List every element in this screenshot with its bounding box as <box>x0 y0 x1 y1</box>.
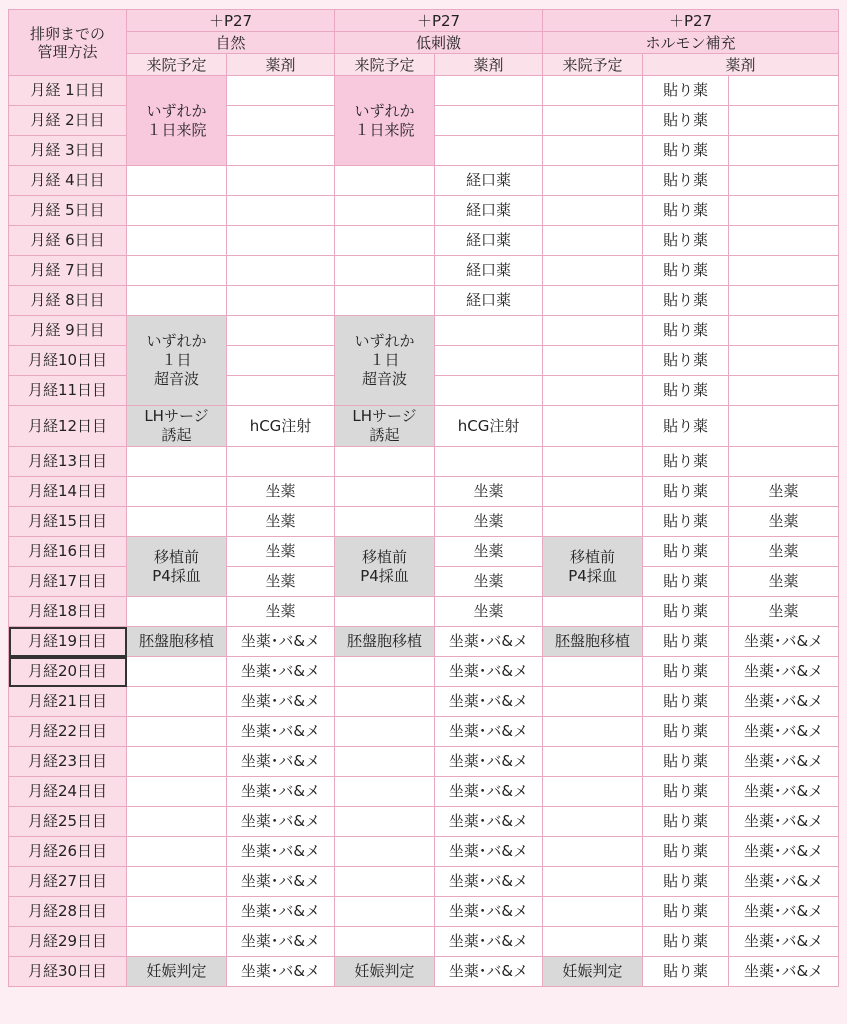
natural-visit-cell <box>127 747 227 777</box>
hormone-drug-combo: 坐薬･バ&メ <box>729 777 839 807</box>
mild-drug-oral: 経口薬 <box>435 166 543 196</box>
day-label: 月経14日目 <box>9 477 127 507</box>
hormone-drug-combo: 坐薬･バ&メ <box>729 657 839 687</box>
day-label: 月経16日目 <box>9 537 127 567</box>
hormone-visit-p4-blood: 移植前 P4採血 <box>543 537 643 597</box>
day-label: 月経11日目 <box>9 376 127 406</box>
mild-visit-cell <box>335 927 435 957</box>
natural-visit-cell <box>127 807 227 837</box>
mild-visit-cell <box>335 897 435 927</box>
hormone-patch-cell: 貼り薬 <box>643 747 729 777</box>
hormone-visit-cell <box>543 166 643 196</box>
natural-drug-combo: 坐薬･バ&メ <box>227 927 335 957</box>
mild-drug-oral: 経口薬 <box>435 256 543 286</box>
hormone-visit-cell <box>543 286 643 316</box>
natural-visit-cell <box>127 867 227 897</box>
hormone-visit-cell <box>543 687 643 717</box>
hormone-patch-cell: 貼り薬 <box>643 657 729 687</box>
mild-visit-any-day: いずれか １日来院 <box>335 76 435 166</box>
mild-drug-oral: 経口薬 <box>435 286 543 316</box>
day-label: 月経17日目 <box>9 567 127 597</box>
header-plus-p27-hormone: ＋P27 <box>543 10 839 32</box>
natural-drug-combo: 坐薬･バ&メ <box>227 897 335 927</box>
mild-drug-combo: 坐薬･バ&メ <box>435 807 543 837</box>
hormone-drug2-cell <box>729 76 839 106</box>
header-drug-mild: 薬剤 <box>435 54 543 76</box>
hormone-visit-cell <box>543 376 643 406</box>
natural-visit-pregnancy-test: 妊娠判定 <box>127 957 227 987</box>
natural-visit-cell <box>127 597 227 627</box>
day-label: 月経 2日目 <box>9 106 127 136</box>
hormone-patch-cell: 貼り薬 <box>643 286 729 316</box>
mild-visit-cell <box>335 657 435 687</box>
hormone-drug2-cell <box>729 406 839 447</box>
natural-drug-cell <box>227 376 335 406</box>
hormone-patch-cell: 貼り薬 <box>643 406 729 447</box>
hormone-drug-suppository: 坐薬 <box>729 567 839 597</box>
hormone-visit-cell <box>543 106 643 136</box>
mild-visit-cell <box>335 747 435 777</box>
hormone-visit-cell <box>543 346 643 376</box>
hormone-visit-cell <box>543 747 643 777</box>
mild-drug-hcg: hCG注射 <box>435 406 543 447</box>
mild-visit-cell <box>335 507 435 537</box>
natural-drug-cell <box>227 286 335 316</box>
hormone-visit-pregnancy-test: 妊娠判定 <box>543 957 643 987</box>
natural-visit-cell <box>127 897 227 927</box>
day-label: 月経15日目 <box>9 507 127 537</box>
natural-visit-p4-blood: 移植前 P4採血 <box>127 537 227 597</box>
header-visit-natural: 来院予定 <box>127 54 227 76</box>
mild-visit-cell <box>335 286 435 316</box>
natural-drug-cell <box>227 76 335 106</box>
mild-visit-cell <box>335 837 435 867</box>
hormone-visit-cell <box>543 897 643 927</box>
natural-drug-cell <box>227 106 335 136</box>
hormone-drug2-cell <box>729 447 839 477</box>
hormone-visit-cell <box>543 807 643 837</box>
day-label: 月経26日目 <box>9 837 127 867</box>
natural-visit-cell <box>127 166 227 196</box>
hormone-patch-cell: 貼り薬 <box>643 346 729 376</box>
hormone-visit-cell <box>543 196 643 226</box>
day-label: 月経 1日目 <box>9 76 127 106</box>
mild-drug-cell <box>435 136 543 166</box>
mild-drug-oral: 経口薬 <box>435 196 543 226</box>
hormone-drug-combo: 坐薬･バ&メ <box>729 627 839 657</box>
hormone-visit-cell <box>543 777 643 807</box>
day-label: 月経23日目 <box>9 747 127 777</box>
hormone-patch-cell: 貼り薬 <box>643 537 729 567</box>
hormone-visit-cell <box>543 136 643 166</box>
header-group-mild: 低刺激 <box>335 32 543 54</box>
hormone-drug-combo: 坐薬･バ&メ <box>729 837 839 867</box>
mild-drug-cell <box>435 447 543 477</box>
mild-visit-cell <box>335 807 435 837</box>
hormone-patch-cell: 貼り薬 <box>643 567 729 597</box>
hormone-drug-suppository: 坐薬 <box>729 477 839 507</box>
mild-drug-cell <box>435 316 543 346</box>
hormone-patch-cell: 貼り薬 <box>643 897 729 927</box>
mild-drug-combo: 坐薬･バ&メ <box>435 627 543 657</box>
hormone-patch-cell: 貼り薬 <box>643 447 729 477</box>
mild-drug-suppository: 坐薬 <box>435 597 543 627</box>
natural-drug-combo: 坐薬･バ&メ <box>227 777 335 807</box>
natural-visit-cell <box>127 777 227 807</box>
natural-drug-suppository: 坐薬 <box>227 597 335 627</box>
hormone-visit-cell <box>543 316 643 346</box>
mild-visit-cell <box>335 166 435 196</box>
header-plus-p27-mild: ＋P27 <box>335 10 543 32</box>
natural-visit-cell <box>127 196 227 226</box>
header-drug-hormone: 薬剤 <box>643 54 839 76</box>
hormone-drug-combo: 坐薬･バ&メ <box>729 897 839 927</box>
hormone-drug-combo: 坐薬･バ&メ <box>729 687 839 717</box>
header-plus-p27-natural: ＋P27 <box>127 10 335 32</box>
mild-visit-cell <box>335 867 435 897</box>
hormone-drug2-cell <box>729 136 839 166</box>
day-label: 月経 7日目 <box>9 256 127 286</box>
mild-visit-cell <box>335 777 435 807</box>
hormone-drug2-cell <box>729 226 839 256</box>
natural-drug-cell <box>227 316 335 346</box>
hormone-patch-cell: 貼り薬 <box>643 256 729 286</box>
day-label: 月経 5日目 <box>9 196 127 226</box>
hormone-visit-cell <box>543 256 643 286</box>
day-label: 月経24日目 <box>9 777 127 807</box>
hormone-patch-cell: 貼り薬 <box>643 927 729 957</box>
day-label: 月経28日目 <box>9 897 127 927</box>
mild-visit-cell <box>335 226 435 256</box>
natural-visit-cell <box>127 927 227 957</box>
day-label: 月経13日目 <box>9 447 127 477</box>
hormone-patch-cell: 貼り薬 <box>643 717 729 747</box>
natural-drug-combo: 坐薬･バ&メ <box>227 657 335 687</box>
mild-drug-suppository: 坐薬 <box>435 507 543 537</box>
natural-drug-hcg: hCG注射 <box>227 406 335 447</box>
hormone-drug2-cell <box>729 196 839 226</box>
natural-visit-cell <box>127 226 227 256</box>
natural-visit-cell <box>127 717 227 747</box>
hormone-patch-cell: 貼り薬 <box>643 76 729 106</box>
natural-drug-cell <box>227 346 335 376</box>
hormone-patch-cell: 貼り薬 <box>643 627 729 657</box>
day-label: 月経27日目 <box>9 867 127 897</box>
natural-drug-suppository: 坐薬 <box>227 537 335 567</box>
mild-drug-combo: 坐薬･バ&メ <box>435 747 543 777</box>
mild-visit-lh-surge: LHサージ 誘起 <box>335 406 435 447</box>
header-visit-hormone: 来院予定 <box>543 54 643 76</box>
hormone-visit-cell <box>543 447 643 477</box>
hormone-drug2-cell <box>729 376 839 406</box>
hormone-visit-cell <box>543 76 643 106</box>
hormone-drug-combo: 坐薬･バ&メ <box>729 927 839 957</box>
mild-drug-cell <box>435 76 543 106</box>
hormone-drug-suppository: 坐薬 <box>729 597 839 627</box>
day-label-highlighted: 月経20日目 <box>9 657 127 687</box>
mild-visit-cell <box>335 717 435 747</box>
hormone-patch-cell: 貼り薬 <box>643 136 729 166</box>
hormone-drug-combo: 坐薬･バ&メ <box>729 747 839 777</box>
mild-visit-cell <box>335 687 435 717</box>
natural-drug-cell <box>227 226 335 256</box>
day-label: 月経25日目 <box>9 807 127 837</box>
mild-drug-combo: 坐薬･バ&メ <box>435 717 543 747</box>
natural-drug-suppository: 坐薬 <box>227 567 335 597</box>
day-label: 月経 3日目 <box>9 136 127 166</box>
mild-visit-cell <box>335 196 435 226</box>
hormone-patch-cell: 貼り薬 <box>643 597 729 627</box>
natural-visit-cell <box>127 657 227 687</box>
natural-drug-suppository: 坐薬 <box>227 477 335 507</box>
natural-visit-transfer: 胚盤胞移植 <box>127 627 227 657</box>
hormone-visit-cell <box>543 226 643 256</box>
mild-visit-cell <box>335 447 435 477</box>
natural-visit-lh-surge: LHサージ 誘起 <box>127 406 227 447</box>
hormone-visit-cell <box>543 507 643 537</box>
hormone-visit-transfer: 胚盤胞移植 <box>543 627 643 657</box>
hormone-patch-cell: 貼り薬 <box>643 507 729 537</box>
mild-visit-cell <box>335 256 435 286</box>
mild-visit-pregnancy-test: 妊娠判定 <box>335 957 435 987</box>
day-label: 月経 4日目 <box>9 166 127 196</box>
hormone-patch-cell: 貼り薬 <box>643 777 729 807</box>
hormone-visit-cell <box>543 657 643 687</box>
mild-drug-combo: 坐薬･バ&メ <box>435 957 543 987</box>
natural-drug-combo: 坐薬･バ&メ <box>227 867 335 897</box>
natural-drug-combo: 坐薬･バ&メ <box>227 717 335 747</box>
hormone-drug-combo: 坐薬･バ&メ <box>729 867 839 897</box>
mild-visit-cell <box>335 477 435 507</box>
hormone-patch-cell: 貼り薬 <box>643 807 729 837</box>
day-label: 月経22日目 <box>9 717 127 747</box>
day-label: 月経 8日目 <box>9 286 127 316</box>
natural-visit-ultrasound: いずれか １日 超音波 <box>127 316 227 406</box>
hormone-patch-cell: 貼り薬 <box>643 106 729 136</box>
mild-drug-combo: 坐薬･バ&メ <box>435 657 543 687</box>
day-label: 月経30日目 <box>9 957 127 987</box>
hormone-drug-suppository: 坐薬 <box>729 507 839 537</box>
day-label: 月経21日目 <box>9 687 127 717</box>
hormone-patch-cell: 貼り薬 <box>643 837 729 867</box>
mild-visit-p4-blood: 移植前 P4採血 <box>335 537 435 597</box>
mild-drug-cell <box>435 346 543 376</box>
hormone-visit-cell <box>543 867 643 897</box>
header-group-natural: 自然 <box>127 32 335 54</box>
mild-drug-combo: 坐薬･バ&メ <box>435 777 543 807</box>
natural-drug-combo: 坐薬･バ&メ <box>227 807 335 837</box>
hormone-visit-cell <box>543 927 643 957</box>
header-group-hormone: ホルモン補充 <box>543 32 839 54</box>
header-visit-mild: 来院予定 <box>335 54 435 76</box>
natural-visit-cell <box>127 837 227 867</box>
hormone-visit-cell <box>543 837 643 867</box>
natural-visit-cell <box>127 687 227 717</box>
natural-visit-cell <box>127 507 227 537</box>
mild-visit-transfer: 胚盤胞移植 <box>335 627 435 657</box>
day-label: 月経 6日目 <box>9 226 127 256</box>
header-corner: 排卵までの 管理方法 <box>9 10 127 76</box>
hormone-patch-cell: 貼り薬 <box>643 867 729 897</box>
hormone-visit-cell <box>543 406 643 447</box>
natural-drug-cell <box>227 196 335 226</box>
hormone-visit-cell <box>543 717 643 747</box>
ovulation-management-schedule-table <box>8 9 839 987</box>
day-label-highlighted: 月経19日目 <box>9 627 127 657</box>
natural-drug-cell <box>227 256 335 286</box>
natural-drug-cell <box>227 447 335 477</box>
hormone-drug-combo: 坐薬･バ&メ <box>729 717 839 747</box>
hormone-drug2-cell <box>729 106 839 136</box>
hormone-drug-suppository: 坐薬 <box>729 537 839 567</box>
day-label: 月経29日目 <box>9 927 127 957</box>
hormone-patch-cell: 貼り薬 <box>643 957 729 987</box>
mild-drug-suppository: 坐薬 <box>435 537 543 567</box>
mild-drug-oral: 経口薬 <box>435 226 543 256</box>
hormone-patch-cell: 貼り薬 <box>643 196 729 226</box>
natural-drug-combo: 坐薬･バ&メ <box>227 837 335 867</box>
hormone-drug2-cell <box>729 286 839 316</box>
natural-drug-combo: 坐薬･バ&メ <box>227 627 335 657</box>
hormone-patch-cell: 貼り薬 <box>643 376 729 406</box>
natural-visit-cell <box>127 256 227 286</box>
mild-visit-ultrasound: いずれか １日 超音波 <box>335 316 435 406</box>
mild-drug-combo: 坐薬･バ&メ <box>435 687 543 717</box>
natural-visit-cell <box>127 447 227 477</box>
mild-drug-combo: 坐薬･バ&メ <box>435 867 543 897</box>
mild-drug-suppository: 坐薬 <box>435 477 543 507</box>
natural-drug-combo: 坐薬･バ&メ <box>227 747 335 777</box>
mild-drug-combo: 坐薬･バ&メ <box>435 837 543 867</box>
natural-visit-any-day: いずれか １日来院 <box>127 76 227 166</box>
day-label: 月経 9日目 <box>9 316 127 346</box>
day-label: 月経18日目 <box>9 597 127 627</box>
natural-visit-cell <box>127 286 227 316</box>
natural-drug-suppository: 坐薬 <box>227 507 335 537</box>
mild-visit-cell <box>335 597 435 627</box>
hormone-drug2-cell <box>729 316 839 346</box>
day-label: 月経12日目 <box>9 406 127 447</box>
natural-visit-cell <box>127 477 227 507</box>
mild-drug-cell <box>435 376 543 406</box>
header-drug-natural: 薬剤 <box>227 54 335 76</box>
natural-drug-cell <box>227 136 335 166</box>
day-label: 月経10日目 <box>9 346 127 376</box>
natural-drug-cell <box>227 166 335 196</box>
hormone-drug2-cell <box>729 346 839 376</box>
mild-drug-combo: 坐薬･バ&メ <box>435 897 543 927</box>
hormone-patch-cell: 貼り薬 <box>643 687 729 717</box>
hormone-drug-combo: 坐薬･バ&メ <box>729 957 839 987</box>
mild-drug-cell <box>435 106 543 136</box>
hormone-visit-cell <box>543 477 643 507</box>
natural-drug-combo: 坐薬･バ&メ <box>227 957 335 987</box>
mild-drug-suppository: 坐薬 <box>435 567 543 597</box>
hormone-drug2-cell <box>729 166 839 196</box>
hormone-visit-cell <box>543 597 643 627</box>
hormone-patch-cell: 貼り薬 <box>643 477 729 507</box>
hormone-patch-cell: 貼り薬 <box>643 226 729 256</box>
hormone-patch-cell: 貼り薬 <box>643 166 729 196</box>
mild-drug-combo: 坐薬･バ&メ <box>435 927 543 957</box>
natural-drug-combo: 坐薬･バ&メ <box>227 687 335 717</box>
schedule-table-wrapper <box>8 9 839 987</box>
hormone-patch-cell: 貼り薬 <box>643 316 729 346</box>
hormone-drug2-cell <box>729 256 839 286</box>
hormone-drug-combo: 坐薬･バ&メ <box>729 807 839 837</box>
